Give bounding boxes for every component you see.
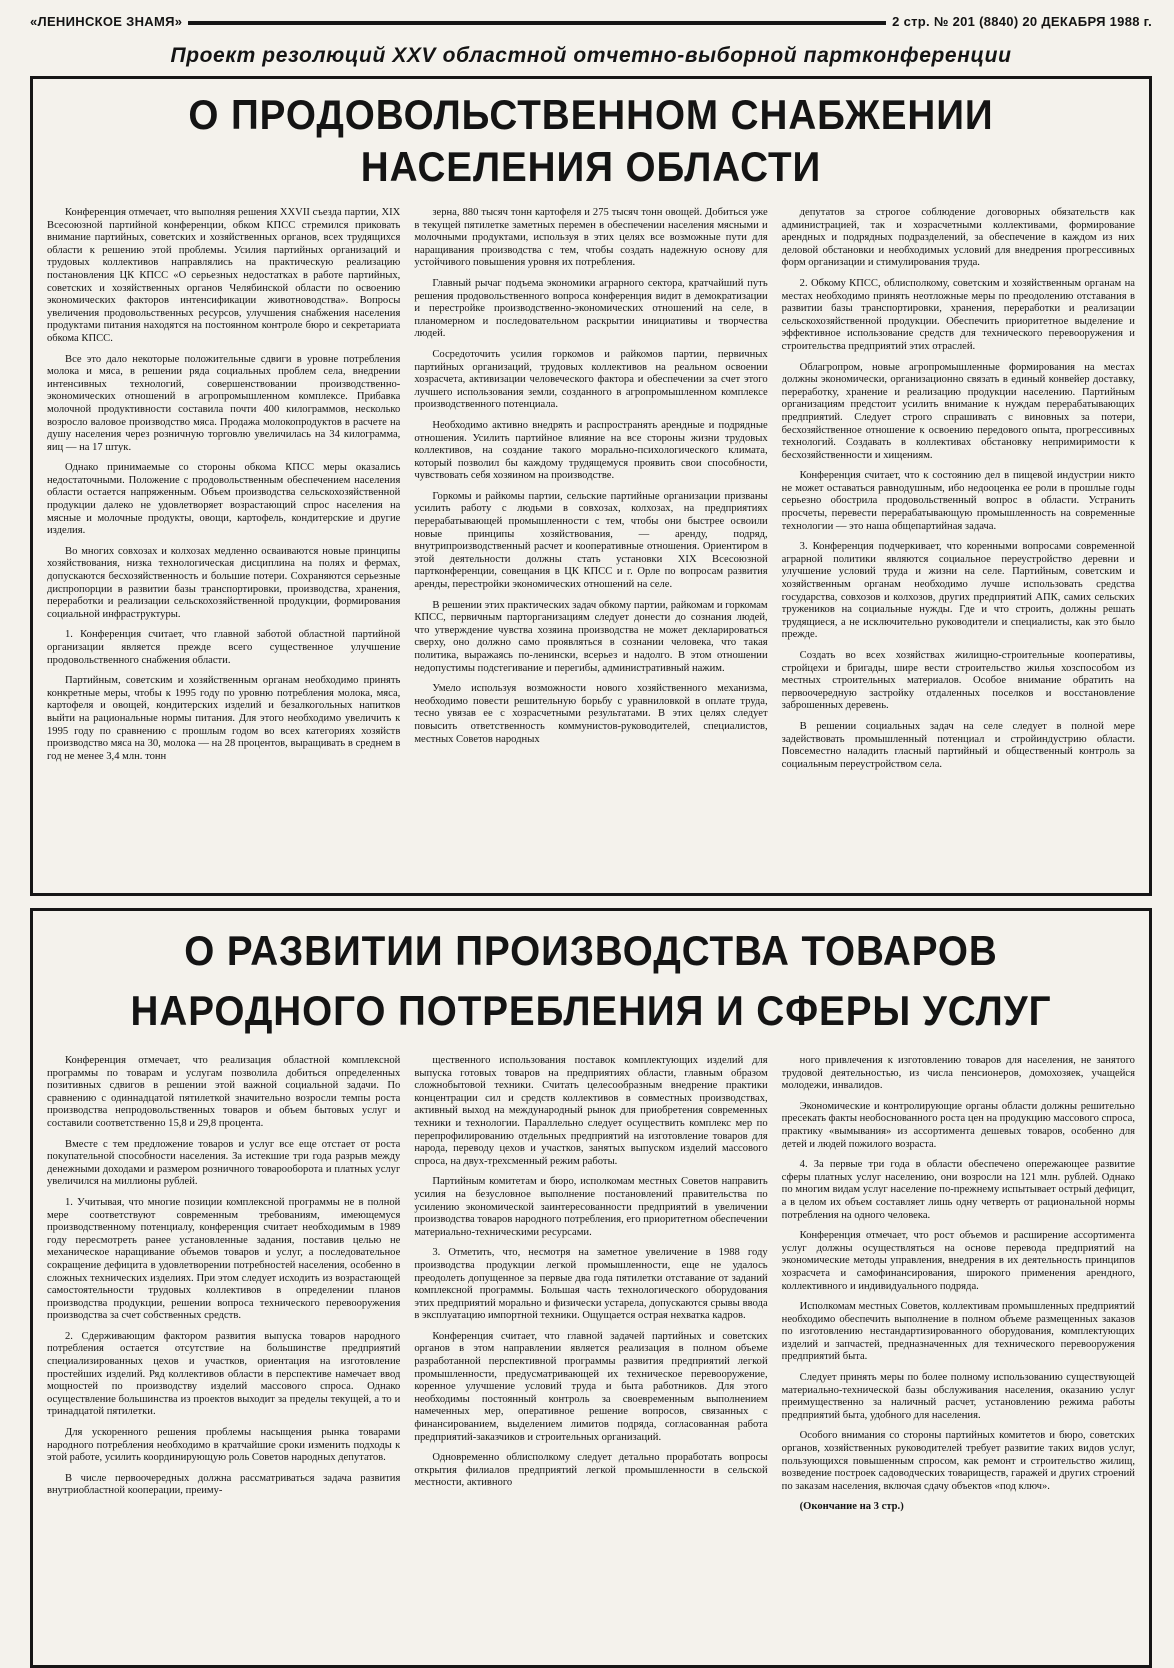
paragraph: 1. Конференция считает, что главной заботой областной партийной организации является прежде всего существенное улучшение продовольственного снабжения области.: [47, 629, 401, 666]
article-column: [47, 1055, 400, 1625]
paragraph: Конференция отмечает, что выполняя решения XXVII съезда партии, XIX Всесоюзной партийной конференции, обком КПСС стремился приковать внимание партийных, советских и хозяйственных органов, всех трудящихся области к решению этой проблемы. Усилия партийных организаций и трудовых коллективов направлялись на практическую реализацию постановления ЦК КПСС «О серьезных недостатках в работе партийных, советских и хозяйственных органов Челябинской области по освоению экономических факторов интенсификации животноводства». Вопросы увеличения продовольственных ресурсов, улучшения снабжения населения продуктами питания находятся на постоянном контроле бюро и секретариата обкома КПСС.: [47, 207, 401, 344]
article-food-supply-columns: [47, 207, 1135, 887]
paragraph: Горкомы и райкомы партии, сельские партийные организации призваны усилить работу с людьми в совхозах, колхозах, на предприятиях перерабатывающей промышленности с тем, чтобы они быстрее освоили новые принципы хозяйствования, — аренду, подряд, внутрипроизводственный расчет и кооперативные отношения. Ориентиром в этой деятельности должны стать установки XIX Всесоюзной партконференции, совещания в ЦК КПСС и г. Орле по вопросам развития аренды, перестройки экономических отношений на селе.: [414, 490, 768, 591]
paragraph: Конференция считает, что главной задачей партийных и советских органов в этом направлении является реализация в полном объеме разработанной перспективной программы развития предприятий легкой промышленности, предусматривающей их техническое перевооружение, коренное улучшение условий труда и быта работников. Для этого необходимы постоянный контроль за своевременным выполнением намеченных мер, оперативное решение вопросов, связанных с финансированием, выделением лимитов подряда, согласованная работа предприятий-заказчиков и строительных организаций.: [414, 1330, 768, 1443]
article-consumer-goods-title: [91, 921, 1092, 1041]
paragraph: В решении социальных задач на селе следует в полной мере задействовать промышленный потенциал и стройиндустрию области. Повсеместно наладить гласный партийный и общественный контроль за социальным переустройством села.: [781, 720, 1135, 770]
paragraph: Партийным комитетам и бюро, исполкомам местных Советов направить усилия на безусловное выполнение постановлений правительства по усилению экономической заинтересованности предприятий в увеличении производства товаров народного потребления, его приоритетном обеспечении материально-техническими ресурсами.: [414, 1176, 768, 1238]
masthead: [30, 14, 1152, 30]
paragraph: 3. Отметить, что, несмотря на заметное увеличение в 1988 году производства продукции легкой промышленности, еще не удалось преодолеть допущенное за первые два года пятилетки отставание от заданий комплексной программы. Большая часть технологического оборудования этих предприятий морально и физически устарела, допускаются срывы ввода в эксплуатацию импортной техники. Ощущается острая нехватка кадров.: [414, 1247, 768, 1322]
article-food-supply: [30, 76, 1152, 896]
paragraph: 2. Обкому КПСС, облисполкому, советским и хозяйственным органам на местах необходимо принять неотложные меры по преодолению отставания в развитии базы транспортировки, хранения, переработки и реализации сельскохозяйственной продукции. Обеспечить приоритетное выделение и эффективное использование средств для технического перевооружения и строительства предприятий этих отраслей.: [781, 277, 1135, 352]
paragraph: Однако принимаемые со стороны обкома КПСС меры оказались недостаточными. Положение с продовольственным обеспечением населения области остается напряженным. Объем производства сельскохозяйственной продукции далеко не удовлетворяет возрастающий спрос населения на мясные и молочные продукты, овощи, картофель, кондитерские и другие изделия.: [47, 462, 401, 537]
paragraph: зерна, 880 тысяч тонн картофеля и 275 тысяч тонн овощей. Добиться уже в текущей пятилетке заметных перемен в обеспечении населения мясными и молочными продуктами, используя в этих целях все возможные пути для наращивания производства с тем, чтобы создать надежную основу для устойчивого повышения уровня их потребления.: [414, 207, 768, 269]
continuation-note: (Окончание на 3 стр.): [799, 1501, 904, 1513]
paragraph: Умело используя возможности нового хозяйственного механизма, необходимо повести решительную борьбу с уравниловкой в оплате труда, тесно увязав ее с хозрасчетными результатами. В этих целях следует повысить ответственность коммунистов-руководителей, специалистов, местных Советов народных: [414, 683, 768, 745]
paragraph: ного привлечения к изготовлению товаров для населения, не занятого трудовой деятельностью, из числа пенсионеров, домохозяек, учащейся молодежи, инвалидов.: [781, 1055, 1135, 1092]
paragraph: Необходимо активно внедрять и распространять арендные и подрядные отношения. Усилить партийное влияние на все стороны жизни трудовых коллективов, на создание такого морально-психологического климата, который позволил бы каждому трудящемуся проявить свои способности, чувствовать себя хозяином на производстве.: [414, 419, 768, 482]
paper-name: «ЛЕНИНСКОЕ ЗНАМЯ»: [30, 14, 183, 29]
issue-info: 2 стр. № 201 (8840) 20 ДЕКАБРЯ 1988 г.: [892, 14, 1152, 29]
paragraph: Во многих совхозах и колхозах медленно осваиваются новые принципы хозяйствования, низка технологическая дисциплина на полях и фермах, допускаются бесхозяйственность и большие потери. Сохраняются серьезные диспропорции в развитии базы транспортировки, производства, хранения, переработки и реализации сельскохозяйственной продукции, формирования социальной инфраструктуры.: [47, 545, 401, 620]
paragraph: 4. За первые три года в области обеспечено опережающее развитие сферы платных услуг населению, они возросли на 121 млн. рублей. Однако по многим видам услуг население по-прежнему испытывает острый дефицит, а в целом их объем составляет лишь одну четверть от рациональной нормы потребления на одного человека.: [781, 1159, 1135, 1221]
paragraph: Создать во всех хозяйствах жилищно-строительные кооперативы, стройцехи и бригады, шире вести строительство жилья хозспособом из местных строительных материалов. Особое внимание обратить на первоочередную застройку отдаленных поселков и восстановление заброшенных деревень.: [781, 650, 1135, 712]
article-food-supply-title: О ПРОДОВОЛЬСТВЕННОМ СНАБЖЕНИИ НАСЕЛЕНИЯ ОБЛАСТИ: [188, 91, 994, 190]
paragraph: Для ускоренного решения проблемы насыщения рынка товарами народного потребления необходимо в кратчайшие сроки изменить подходы к этой работе, усилить координирующую роль Советов народных депутатов.: [47, 1427, 401, 1464]
paragraph: Одновременно облисполкому следует детально проработать вопросы открытия филиалов предприятий легкой промышленности в сельской местности, активного: [414, 1452, 768, 1489]
paragraph: 2. Сдерживающим фактором развития выпуска товаров народного потребления остается отсутствие на большинстве предприятий специализированных цехов и участков, ориентация на изготовление простейших изделий. Ряд коллективов области в перспективе намечает ввод мощностей по производству изделий массового спроса. Однако осуществление большинства из проектов выходит за пределы текущей, а то и тринадцатой пятилетки.: [47, 1330, 401, 1418]
title-line: О РАЗВИТИИ ПРОИЗВОДСТВА ТОВАРОВ: [184, 927, 998, 974]
article-column: [47, 207, 400, 887]
paragraph: 3. Конференция подчеркивает, что коренными вопросами современной аграрной политики являются социальное переустройство деревни и улучшение условий труда и жизни на селе. Партийным, советским и хозяйственным органам необходимо лучше использовать средства государства, совхозов и колхозов, других предприятий АПК, самих сельских тружеников на социальные нужды. Где и что строить, должны решать трудящиеся, а не исключительно руководители и специалисты, как это было прежде.: [781, 541, 1135, 641]
paragraph: Особого внимания со стороны партийных комитетов и бюро, советских органов, хозяйственных руководителей требует развитие таких видов услуг, пользующихся повышенным спросом, как ремонт и строительство жилищ, возведение построек садоводческих товариществ, гаражей и других строений по заказам населения, включая сдачу объектов «под ключ».: [781, 1430, 1135, 1492]
paragraph: Исполкомам местных Советов, коллективам промышленных предприятий необходимо обеспечить выполнение в полном объеме размещенных заказов по изготовлению нестандартизированного оборудования, комплектующих изделий и запчастей, предназначенных для технического перевооружения предприятий быта.: [781, 1301, 1135, 1363]
paragraph: Все это дало некоторые положительные сдвиги в уровне потребления молока и мяса, в решении ряда социальных проблем села, внедрении интенсивных технологий, совершенствовании производственно-экономических отношений в агропромышленном комплексе. Прибавка молочной продуктивности составила почти 400 килограммов, несколько возросло валовое производство мяса. Продажа молокопродуктов в расчете на душу населения через розничную торговлю увеличилась на 34 килограмма, яиц — на 17 штук.: [47, 353, 401, 453]
paragraph: В решении этих практических задач обкому партии, райкомам и горкомам КПСС, первичным парторганизациям следует донести до сознания людей, что утверждение чувства хозяина производства не может декларироваться сверху, оно должно само проявляться в сознании человека, что такая политика, выражаясь по-ленински, всерьез и надолго. В этом отношении недопустимы подстегивание и перегибы, административный нажим.: [414, 599, 768, 674]
paragraph: Вместе с тем предложение товаров и услуг все еще отстает от роста покупательной способности населения. За истекшие три года разрыв между денежными доходами и размером розничного товарооборота и платных услуг увеличился на миллионы рублей.: [47, 1138, 401, 1188]
paragraph: Конференция отмечает, что рост объемов и расширение ассортимента услуг должны осуществляться на основе перевода предприятий на экономические методы управления, внедрения в их деятельность принципов хозрасчета и самофинансирования, широкого применения арендного, коллективного и индивидуального подряда.: [781, 1230, 1135, 1292]
masthead-rule: [188, 21, 886, 25]
paragraph: Следует принять меры по более полному использованию существующей материально-технической базы обслуживания населения, оказанию услуг преимущественно за наличный расчет, установлению режима работы предприятий быта, удобного для населения.: [781, 1372, 1135, 1421]
paragraph: щественного использования поставок комплектующих изделий для выпуска готовых товаров на предприятиях области, главным образом сложнобытовой техники. Считать целесообразным внедрение практики концентрации сил и средств коллективов в совместных производствах, активный выход на международный рынок для приобретения современных техники и технологии. Параллельно следует осуществить комплекс мер по перепрофилированию отдельных предприятий на изготовление товаров для народа, переводу цехов и участков, занятых выпуском изделий массового спроса, на двух-трехсменный режим работы.: [414, 1055, 768, 1167]
paragraph: Партийным, советским и хозяйственным органам необходимо принять конкретные меры, чтобы к 1995 году по уровню потребления молока, мяса, картофеля и овощей, кондитерских изделий и безалкогольных напитков выйти на рациональные нормы питания. Для этого необходимо увеличить к 1995 году по сравнению с прошлым годом во всех категориях хозяйств производство мяса на 30, молока — на 28 процентов, выращивать в среднем в год не менее 3,4 млн. тонн: [47, 675, 401, 762]
article-column: [414, 1055, 767, 1625]
paragraph: Экономические и контролирующие органы области должны решительно пресекать факты необоснованного роста цен на продукцию массового спроса, практику «вымывания» из ассортимента дешевых товаров, особенно для детей и людей пожилого возраста.: [781, 1100, 1135, 1150]
paragraph: Сосредоточить усилия горкомов и райкомов партии, первичных партийных организаций, трудовых коллективов на реальном освоении хозрасчета, активизации человеческого фактора и обеспечении за счет этого лучшего использования земли, созданного в агропромышленном комплексе производственного потенциала.: [414, 348, 768, 411]
paragraph: Конференция считает, что к состоянию дел в пищевой индустрии никто не может оставаться равнодушным, ибо недооценка ее роли в прошлые годы серьезно обострила продовольственный вопрос в области. Устранить просчеты, перевести перерабатывающую промышленность на современные технологии — это наша общепартийная задача.: [781, 470, 1135, 532]
article-column: [782, 207, 1135, 887]
paragraph: Конференция отмечает, что реализация областной комплексной программы по товарам и услугам позволила добиться определенных позитивных сдвигов в решении этой важной социальной задачи. По сравнению с одиннадцатой пятилеткой значительно возросли темпы роста производства непродовольственных товаров и объем бытовых услуг и составили соответственно 15,8 и 29,8 процента.: [47, 1055, 401, 1129]
title-line: НАРОДНОГО ПОТРЕБЛЕНИЯ И СФЕРЫ УСЛУГ: [130, 987, 1052, 1034]
resolution-subheading: Проект резолюций XXV областной отчетно-выборной партконференции: [170, 44, 1012, 67]
article-consumer-goods: [30, 908, 1152, 1668]
article-consumer-goods-columns: [47, 1055, 1135, 1625]
article-column: [414, 207, 767, 887]
paragraph: Главный рычаг подъема экономики аграрного сектора, кратчайший путь решения продовольственного вопроса конференция видит в демократизации и перестройке производственно-экономических отношений на селе, в планомерном и последовательном раскрытии инициативы и творчества людей.: [414, 277, 768, 340]
paragraph: депутатов за строгое соблюдение договорных обязательств как администрацией, так и хозрасчетными коллективами, формирование арендных и подрядных подразделений, за обеспечение в каждом из них деловой обстановки и необходимых условий для внедрения прогрессивных форм организации и стимулирования труда.: [781, 207, 1135, 269]
paragraph: Облагропром, новые агропромышленные формирования на местах должны экономически, организационно связать в единый конвейер доставку, переработку, хранение и реализацию продукции населению. Партийным организациям предстоит усилить внимание к нуждам перерабатывающих предприятий. Следует строго спрашивать с виновных за потери, бесхозяйственное отношение к освоению передового опыта, прогрессивных технологий. Создавать в коллективах обстановку непримиримости к бесхозяйственности и хищениям.: [781, 361, 1135, 461]
article-column: [782, 1055, 1135, 1625]
paragraph: В числе первоочередных должна рассматриваться задача развития внутриобластной кооперации, преиму-: [47, 1472, 401, 1497]
paragraph: 1. Учитывая, что многие позиции комплексной программы не в полной мере соответствуют современным требованиям, имеющемуся производственному потенциалу, конференция считает необходимым в 1989 году пересмотреть ранее установленные задания, поставив целью не механическое наращивание объемов товаров и услуг, а последовательное сокращение дефицита в удовлетворении потребностей населения, особенно в сложных технических изделиях. При этом следует исходить из возрастающей самостоятельности трудовых коллективов в определении планов производства продукции, решении вопроса технического перевооружения производства за счет собственных средств.: [47, 1196, 401, 1322]
